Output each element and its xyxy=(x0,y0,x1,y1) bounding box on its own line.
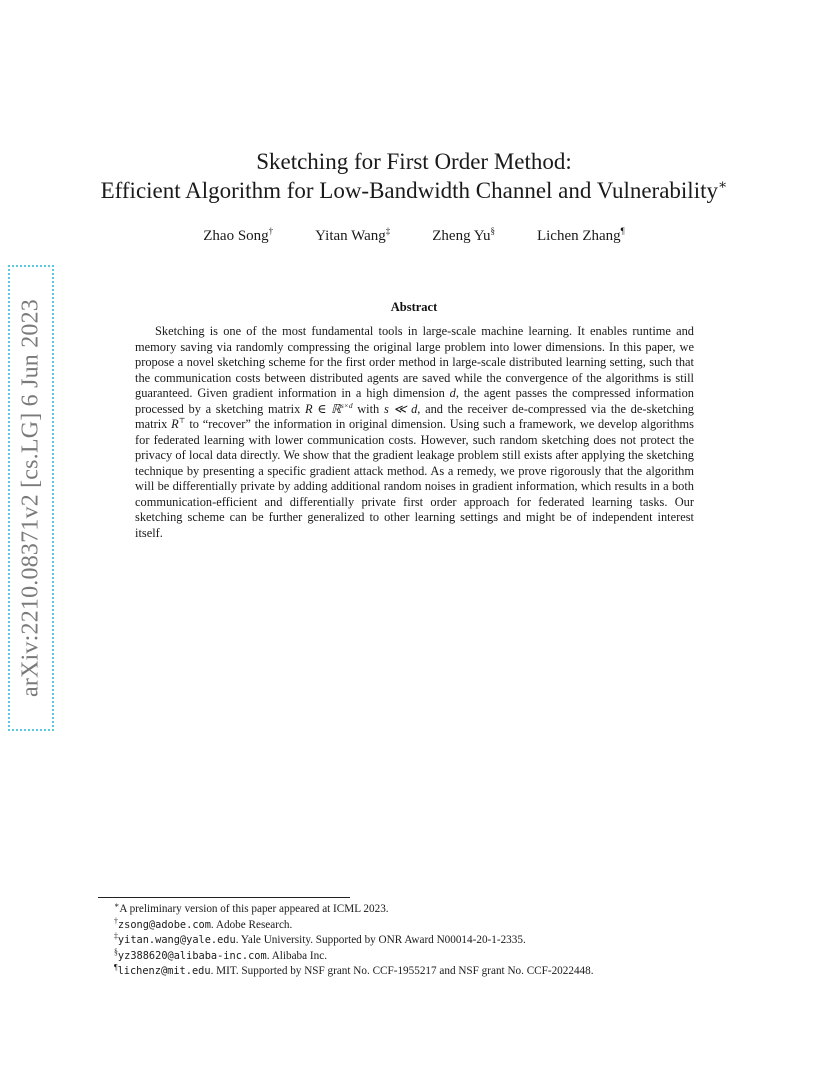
math-expression: s ≪ d xyxy=(383,401,418,416)
footnote-text: . MIT. Supported by NSF grant No. CCF-1955217 and NSF grant No. CCF-2022448. xyxy=(210,965,594,978)
author-name: Zhao Song xyxy=(203,228,269,244)
footnote-email-link[interactable]: yz388620@alibaba-inc.com xyxy=(117,949,267,962)
footnote-email-link[interactable]: yitan.wang@yale.edu xyxy=(117,934,236,947)
author-list xyxy=(100,228,728,245)
footnote-item xyxy=(114,933,734,949)
footnote-email-link[interactable]: lichenz@mit.edu xyxy=(117,965,211,978)
author-name: Lichen Zhang xyxy=(536,228,621,244)
arxiv-side-stamp xyxy=(8,265,54,731)
author-yitan-wang xyxy=(315,228,390,245)
title-line-1: Sketching for First Order Method: xyxy=(256,149,572,174)
author-footnote-mark[interactable]: † xyxy=(268,226,274,237)
author-footnote-mark[interactable]: ‡ xyxy=(385,226,391,237)
author-zhao-song xyxy=(203,228,273,245)
footnote-text: . Yale University. Supported by ONR Award N00014-20-1-2335. xyxy=(235,934,526,947)
footnote-mark: ‡ xyxy=(114,931,118,941)
abstract-body xyxy=(135,324,694,541)
abstract-heading: Abstract xyxy=(390,300,438,314)
title-footnote-mark[interactable]: ∗ xyxy=(717,177,728,193)
math-superscript: s×d xyxy=(340,400,353,410)
math-superscript: ⊤ xyxy=(178,416,186,426)
footnote-text: . Alibaba Inc. xyxy=(266,949,327,962)
author-footnote-mark[interactable]: § xyxy=(490,226,495,237)
footnote-mark: § xyxy=(114,947,118,957)
math-expression: R ∈ ℝ xyxy=(305,401,341,416)
footnote-divider xyxy=(98,897,350,898)
math-variable: R xyxy=(171,417,179,431)
footnotes xyxy=(114,902,734,980)
math-variable: d xyxy=(449,386,456,400)
author-lichen-zhang xyxy=(537,228,625,245)
footnote-item xyxy=(114,964,734,980)
arxiv-identifier[interactable]: arXiv:2210.08371v2 [cs.LG] 6 Jun 2023 xyxy=(17,298,44,698)
author-name: Yitan Wang xyxy=(315,228,386,244)
title-line-2 xyxy=(60,176,768,205)
abstract-text: , and the receiver de-compressed via the de-sketching matrix xyxy=(135,401,694,431)
footnote-item xyxy=(114,902,734,918)
footnote-text: A preliminary version of this paper appeared at ICML 2023. xyxy=(119,903,389,915)
footnote-mark: ¶ xyxy=(114,963,118,973)
title-line-2-text: Efficient Algorithm for Low-Bandwidth Channel and Vulnerability xyxy=(100,178,718,203)
footnote-mark: ∗ xyxy=(114,900,120,910)
footnote-item xyxy=(114,918,734,934)
author-footnote-mark[interactable]: ¶ xyxy=(620,226,625,237)
abstract-text: Sketching is one of the most fundamental tools in large-scale machine learning. It enables runtime and memory saving via randomly compressing the original large problem into lower dimensions. In this paper, we propose a novel sketching scheme for the first order method in large-scale distributed learning setting, such that the communication costs between distributed agents are saved while the convergence of the algorithms is still guaranteed. Given gradient information in a high dimension xyxy=(135,324,694,400)
footnote-email-link[interactable]: zsong@adobe.com xyxy=(117,918,211,931)
author-zheng-yu xyxy=(432,228,495,245)
footnote-item xyxy=(114,949,734,965)
abstract-text: to “recover” the information in original dimension. Using such a framework, we develop algorithms for federated learning with lower communication costs. However, such random sketching does not protect the privacy of local data directly. We show that the gradient leakage problem still exists after applying the sketching technique by presenting a specific gradient attack method. As a remedy, we prove rigorously that the algorithm will be differentially private by adding additional random noises in gradient information, which results in a both communication-efficient and differentially private first order approach for federated learning tasks. Our sketching scheme can be further generalized to other learning settings and might be of independent interest itself. xyxy=(135,417,694,540)
abstract-text: with xyxy=(352,401,384,416)
author-name: Zheng Yu xyxy=(432,228,491,244)
footnote-mark: † xyxy=(114,916,118,926)
footnote-text: . Adobe Research. xyxy=(210,918,293,931)
abstract-text: , the agent passes the compressed information processed by a sketching matrix xyxy=(135,386,694,416)
paper-title xyxy=(60,147,768,205)
